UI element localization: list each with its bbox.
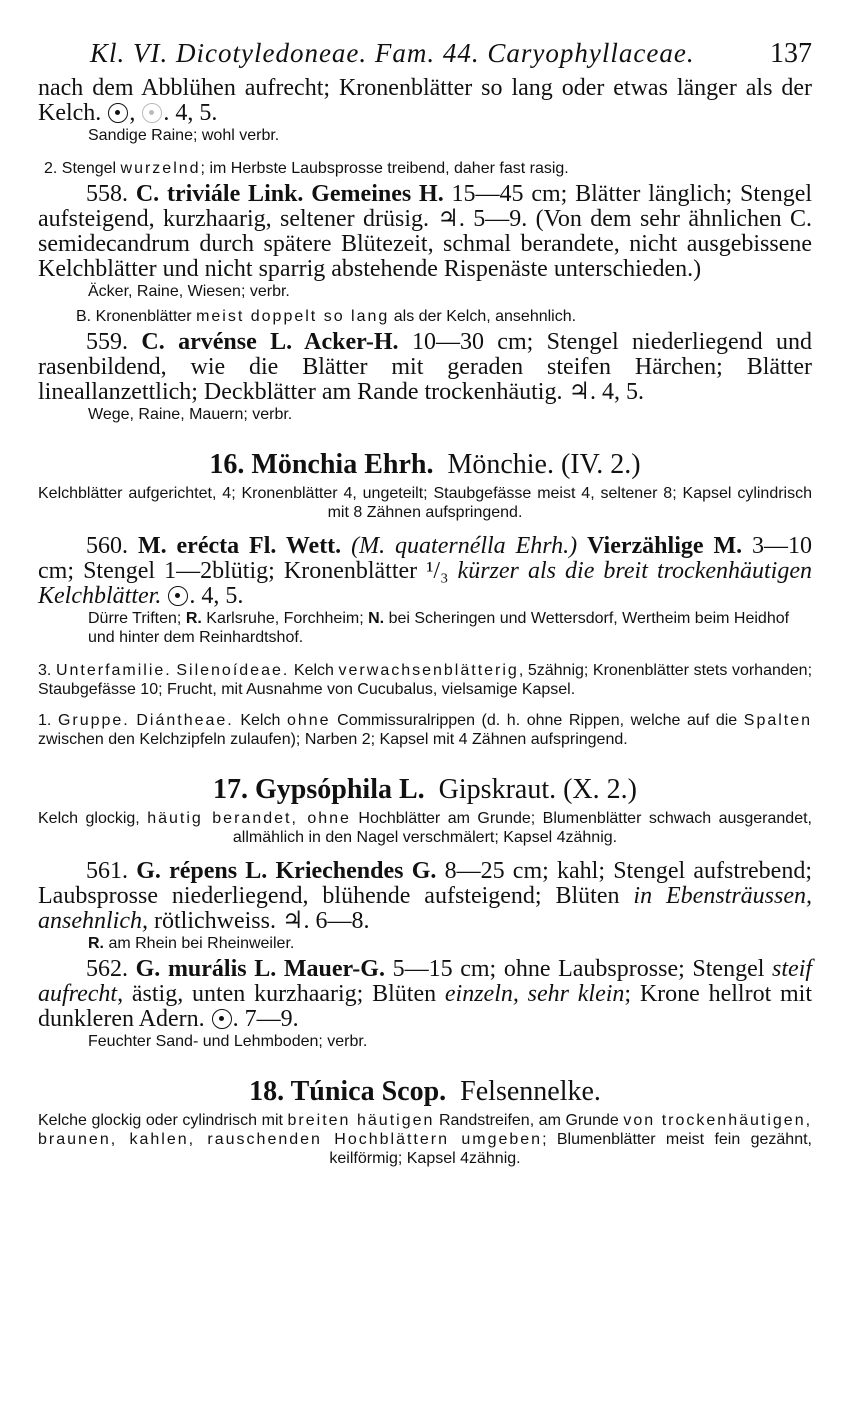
running-title: Kl. VI. Dicotyledoneae. Fam. 44. Caryophyllaceae. [90, 38, 695, 68]
genus-desc-text: Hochblätter am Grunde; Blumenblätter schwach ausgerandet, allmählich in den Nagel verschmälert; Kapsel 4zähnig. [232, 810, 812, 846]
genus-heading-18 [38, 1077, 812, 1107]
genus-desc-spaced: breiten häutigen [287, 1112, 435, 1129]
species-name: G. répens L. Kriechendes G. [136, 858, 437, 884]
key-text: Kelch [240, 712, 281, 729]
genus-desc-text: Randstreifen, am Grunde [438, 1112, 619, 1129]
species-description-italic: in Ebensträussen, ansehnlich, [38, 883, 812, 934]
species-name: G. murális L. Mauer-G. [135, 956, 385, 982]
subfamily-name: Silenoídeae. [176, 662, 290, 679]
key-spaced-text: Spalten [743, 712, 813, 729]
subfamily-heading [38, 661, 812, 699]
species-description: ; Krone hellrot mit dunkleren Adern. [38, 981, 813, 1032]
genus-desc-text: ; Blumenblätter meist fein gezähnt, keilförmig; Kapsel 4zähnig. [329, 1131, 812, 1167]
key-spaced-text: ohne [286, 712, 331, 729]
habitat-text [38, 609, 812, 647]
species-entry-558 [38, 182, 812, 282]
genus-heading-16 [38, 450, 812, 480]
genus-title: 18. Túnica Scop. [249, 1076, 447, 1107]
species-description: 5—15 cm; ohne Laubsprosse; Stengel [392, 956, 765, 982]
species-description: 8—25 cm; kahl; Stengel aufstrebend; Laubsprosse niederliegend, blühende aufsteigend; Blüten [38, 858, 813, 909]
key-text: Stengel [61, 160, 117, 177]
habitat-text: Feuchter Sand- und Lehmboden; verbr. [88, 1033, 368, 1050]
genus-desc-text: Kelch glockig, [38, 810, 140, 827]
region-abbr: N. [368, 610, 385, 627]
species-synonym: (M. quaternélla Ehrh.) [351, 533, 578, 559]
group-label: Gruppe. [57, 712, 130, 729]
species-number: 561. [86, 858, 128, 884]
species-common-name: Vierzählige M. [587, 533, 743, 559]
page-header [38, 32, 812, 76]
region-abbr: R. [185, 610, 202, 627]
genus-desc-spaced: von trockenhäutigen, braunen, kahlen, rauschenden Hochblättern umgeben [38, 1112, 813, 1148]
book-page [38, 32, 812, 1168]
key-item-b [38, 307, 812, 326]
genus-description: Kelchblätter aufgerichtet, 4; Kronenblätter 4, ungeteilt; Staubgefässe meist 4, seltener 8; Kapsel cylindrisch mit 8 Zähnen aufspringend. [38, 485, 812, 521]
genus-common-name: Mönchie. (IV. 2.) [447, 449, 641, 480]
habitat-text: Sandige Raine; wohl verbr. [88, 127, 280, 144]
key-text: B. Kronenblätter [76, 308, 192, 325]
key-text: , 5zähnig; Kronenblätter stets vorhanden; Staubgefässe 10; Frucht, mit Ausnahme von Cucubalus, vielsamige Kapsel. [38, 662, 813, 698]
flowering-months: . 7—9. [232, 1006, 299, 1032]
species-entry-561 [38, 859, 812, 934]
subfamily-label: Unterfamilie. [55, 662, 172, 679]
genus-desc-spaced: häutig berandet, ohne [147, 810, 351, 827]
genus-heading-17 [38, 775, 812, 805]
species-name: C. arvénse L. Acker-H. [141, 329, 399, 355]
genus-common-name: Gipskraut. (X. 2.) [438, 774, 637, 805]
species-number: 559. [86, 329, 128, 355]
habitat-part: Karlsruhe, Forchheim; [206, 610, 364, 627]
species-description-italic: einzeln, sehr klein [444, 981, 625, 1007]
key-number: 1. [38, 712, 52, 729]
species-entry-560 [38, 534, 812, 609]
key-text: als der Kelch, ansehnlich. [393, 308, 577, 325]
species-description: rötlichweiss. ♃. 6—8. [153, 908, 370, 934]
key-number: 2. [44, 160, 58, 177]
species-description: 15—45 cm; Blätter länglich; Stengel aufsteigend, kurzhaarig, seltener drüsig. ♃. 5—9. (Von dem sehr ähnlichen C. semidecandrum durch spätere Blütezeit, schmal berandete, nicht ausgebissene Kelchblätter und nicht sparrig abstehende Rispenäste unterschieden.) [38, 181, 813, 282]
species-description: , ästig, unten kurzhaarig; Blüten [117, 981, 437, 1007]
annual-symbol-icon [212, 1009, 232, 1029]
genus-title: 16. Mönchia Ehrh. [209, 449, 434, 480]
genus-common-name: Felsennelke. [460, 1076, 601, 1107]
habitat-text [38, 934, 812, 953]
page-number: 137 [770, 38, 812, 69]
species-entry-562 [38, 957, 812, 1032]
annual-symbol-icon [108, 103, 128, 123]
species-description: 10—30 cm; Stengel niederliegend und rasenbildend, wie die Blätter mit geraden steifen Härchen; Blätter lineallanzettlich; Deckblätter am Rande trockenhäutig. ♃. 4, 5. [38, 329, 812, 405]
key-spaced-text: meist doppelt so lang [196, 308, 390, 325]
biennial-symbol-icon [142, 103, 162, 123]
key-text: zwischen den Kelchzipfeln zulaufen); Narben 2; Kapsel mit 4 Zähnen aufspringend. [38, 731, 628, 748]
region-abbr: R. [88, 935, 104, 952]
genus-desc-text: Kelche glockig oder cylindrisch mit [38, 1112, 283, 1129]
species-entry-559 [38, 330, 812, 405]
species-number: 558. [86, 181, 128, 207]
key-text: ; im Herbste Laubsprosse treibend, daher fast rasig. [200, 160, 569, 177]
species-number: 562. [86, 956, 128, 982]
key-spaced-text: verwachsenblätterig [338, 662, 519, 679]
habitat-part: am Rhein bei Rheinweiler. [108, 935, 295, 952]
species-number: 560. [86, 533, 128, 559]
key-text: Commissuralrippen (d. h. ohne Rippen, welche auf die [337, 712, 738, 729]
group-heading [38, 711, 812, 749]
genus-title: 17. Gypsóphila L. [213, 774, 425, 805]
species-description-italic: kürzer als die breit trockenhäutigen Kelchblätter. [38, 558, 813, 609]
species-name: M. erécta Fl. Wett. [137, 533, 342, 559]
habitat-part: Dürre Triften; [88, 610, 182, 627]
group-name: Diántheae. [136, 712, 234, 729]
key-item-2 [38, 159, 812, 178]
key-text: Kelch [293, 662, 334, 679]
key-number: 3. [38, 662, 52, 679]
flowering-months: . 4, 5. [163, 100, 218, 126]
annual-symbol-icon [168, 586, 188, 606]
continuation-text: nach dem Abblühen aufrecht; Kronenblätter so lang oder etwas länger als der Kelch. [38, 75, 812, 126]
habitat-text: Äcker, Raine, Wiesen; verbr. [88, 283, 290, 300]
species-description-italic: steif aufrecht [38, 956, 813, 1007]
habitat-part: bei Scheringen und Wettersdorf, Wertheim beim Heidhof und hinter dem Reinhardtshof. [88, 610, 790, 646]
species-name: C. triviále Link. Gemeines H. [135, 181, 444, 207]
species-description: 3—10 cm; Stengel 1—2blütig; Kronenblätter ¹/₃ [38, 533, 813, 584]
genus-description [38, 1111, 812, 1168]
flowering-months: . 4, 5. [189, 583, 244, 609]
key-spaced-text: wurzelnd [120, 160, 201, 177]
habitat-text: Wege, Raine, Mauern; verbr. [88, 406, 293, 423]
genus-description [38, 809, 812, 847]
continuation-paragraph: nach dem Abblühen aufrecht; Kronenblätter so lang oder etwas länger als der Kelch. , . 4, 5. [38, 75, 812, 126]
